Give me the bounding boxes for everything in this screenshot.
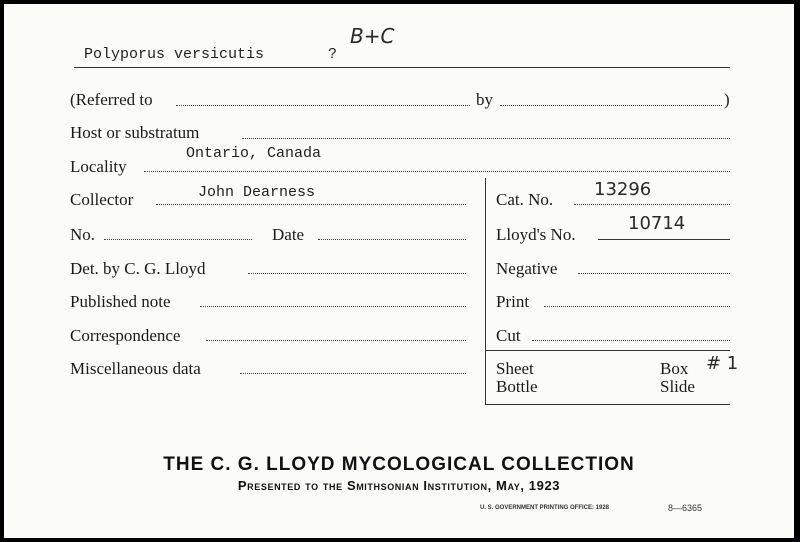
species-underline <box>74 67 730 68</box>
cut-line <box>532 340 730 341</box>
species-name: Polyporus versicutis <box>84 46 265 63</box>
right-box-bottom <box>485 404 730 405</box>
published-note-line <box>200 306 466 307</box>
printer-imprint: U. S. GOVERNMENT PRINTING OFFICE: 1928 <box>480 505 610 511</box>
negative-line <box>578 273 730 274</box>
sheet-label: Sheet <box>496 359 534 378</box>
box-label: Box <box>660 359 689 378</box>
no-line <box>104 239 252 240</box>
det-by-line <box>248 273 466 274</box>
catalog-card <box>4 4 794 538</box>
box-number: # 1 <box>706 353 739 374</box>
close-paren: ) <box>724 90 730 109</box>
misc-data-label: Miscellaneous data <box>70 359 201 378</box>
lloyds-no-value: 10714 <box>628 213 686 234</box>
collector-line <box>156 204 466 205</box>
collection-subtitle: Presented to the Smithsonian Institution, May, 1923 <box>237 478 561 493</box>
date-label: Date <box>272 225 305 244</box>
det-by-label: Det. by C. G. Lloyd <box>70 259 206 278</box>
right-box-divider <box>485 350 730 351</box>
cut-label: Cut <box>496 326 521 345</box>
cat-no-line <box>574 204 730 205</box>
species-query-mark: ? <box>328 46 338 63</box>
lloyds-no-line <box>598 239 730 240</box>
form-number: 8—6365 <box>668 503 703 513</box>
referred-to-label: (Referred to <box>70 90 153 109</box>
by-line <box>500 105 722 106</box>
handwritten-annotation: B+C <box>350 24 395 48</box>
cat-no-label: Cat. No. <box>496 190 554 209</box>
locality-value: Ontario, Canada <box>186 145 322 162</box>
correspondence-line <box>206 340 466 341</box>
correspondence-label: Correspondence <box>70 326 181 345</box>
by-label: by <box>476 90 493 109</box>
locality-line <box>144 171 730 172</box>
print-label: Print <box>496 292 530 311</box>
cat-no-value: 13296 <box>594 179 652 200</box>
collector-value: John Dearness <box>198 184 316 201</box>
referred-to-line <box>176 105 470 106</box>
print-line <box>544 306 730 307</box>
slide-label: Slide <box>660 377 695 396</box>
collection-title: THE C. G. LLOYD MYCOLOGICAL COLLECTION <box>163 454 635 475</box>
host-label: Host or substratum <box>70 123 200 142</box>
locality-label: Locality <box>70 157 127 176</box>
lloyds-no-label: Lloyd's No. <box>496 225 576 244</box>
bottle-label: Bottle <box>496 377 538 396</box>
negative-label: Negative <box>496 259 558 278</box>
published-note-label: Published note <box>70 292 171 311</box>
no-label: No. <box>70 225 96 244</box>
date-line <box>318 239 466 240</box>
right-box-border <box>485 178 486 404</box>
collector-label: Collector <box>70 190 134 209</box>
host-line <box>242 138 730 139</box>
misc-data-line <box>240 373 466 374</box>
